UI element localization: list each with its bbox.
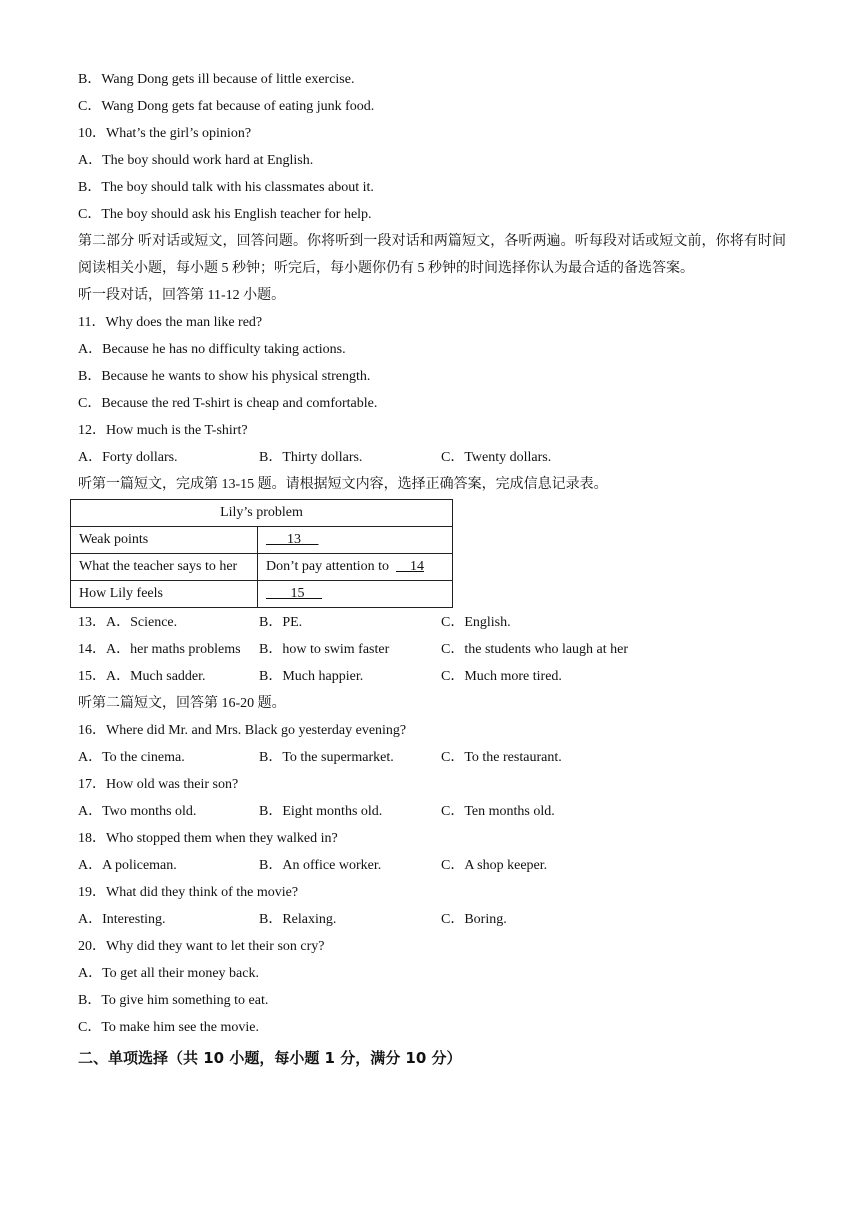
q9-option-b: B．Wang Dong gets ill because of little exercise. bbox=[78, 72, 355, 87]
q20-option-a: A．To get all their money back. bbox=[78, 966, 259, 981]
q16-option-a: A．To the cinema. bbox=[78, 750, 185, 765]
q10-option-c: C．The boy should ask his English teacher for help. bbox=[78, 207, 372, 222]
table-row bbox=[71, 527, 453, 554]
q9-option-c: C．Wang Dong gets fat because of eating junk food. bbox=[78, 99, 375, 114]
q20-option-b: B．To give him something to eat. bbox=[78, 993, 269, 1008]
dialogue-intro: 听一段对话，回答第 11-12 小题。 bbox=[78, 288, 286, 303]
q13-option-c: C．English. bbox=[441, 615, 511, 630]
q15-option-a: 15．A．Much sadder. bbox=[78, 669, 206, 684]
q12-option-c: C．Twenty dollars. bbox=[441, 450, 552, 465]
q11-option-c: C．Because the red T-shirt is cheap and comfortable. bbox=[78, 396, 378, 411]
table-value bbox=[258, 527, 453, 554]
q11-option-b: B．Because he wants to show his physical strength. bbox=[78, 369, 371, 384]
q11-question: 11．Why does the man like red? bbox=[78, 315, 263, 330]
q13-option-a: 13．A．Science. bbox=[78, 615, 178, 630]
q11-option-a: A．Because he has no difficulty taking actions. bbox=[78, 342, 346, 357]
q12-option-a: A．Forty dollars. bbox=[78, 450, 178, 465]
q13-options bbox=[78, 609, 790, 636]
q18-option-b: B．An office worker. bbox=[259, 858, 382, 873]
q18-question: 18．Who stopped them when they walked in? bbox=[78, 831, 338, 846]
q17-option-a: A．Two months old. bbox=[78, 804, 197, 819]
q19-option-a: A．Interesting. bbox=[78, 912, 166, 927]
q16-option-c: C．To the restaurant. bbox=[441, 750, 562, 765]
q12-question: 12．How much is the T-shirt? bbox=[78, 423, 248, 438]
table-value bbox=[258, 581, 453, 608]
passage1-intro: 听第一篇短文，完成第 13-15 题。请根据短文内容，选择正确答案，完成信息记录表。 bbox=[78, 477, 608, 492]
q16-option-b: B．To the supermarket. bbox=[259, 750, 394, 765]
q17-option-b: B．Eight months old. bbox=[259, 804, 383, 819]
q17-option-c: C．Ten months old. bbox=[441, 804, 555, 819]
q19-option-b: B．Relaxing. bbox=[259, 912, 337, 927]
blank-13: 13 bbox=[287, 532, 301, 547]
table-label: Weak points bbox=[71, 527, 258, 554]
q16-question: 16．Where did Mr. and Mrs. Black go yesterday evening? bbox=[78, 723, 407, 738]
q19-options bbox=[78, 906, 790, 933]
q18-option-a: A．A policeman. bbox=[78, 858, 177, 873]
blank-15: 15 bbox=[290, 586, 305, 601]
table-row bbox=[71, 581, 453, 608]
part2-instructions: 第二部分 听对话或短文，回答问题。你将听到一段对话和两篇短文，各听两遍。听每段对话或短文前，你将有时间阅读相关小题，每小题 5 秒钟；听完后，每小题你仍有 5 秒钟的时间选择你认为最合适的备选答案。 bbox=[78, 234, 786, 276]
q14-options bbox=[78, 636, 790, 663]
table-label: What the teacher says to her bbox=[71, 554, 258, 581]
q15-option-b: B．Much happier. bbox=[259, 669, 364, 684]
q12-option-b: B．Thirty dollars. bbox=[259, 450, 363, 465]
section2-heading: 二、单项选择（共 10 小题，每小题 1 分，满分 10 分） bbox=[78, 1049, 462, 1067]
q18-option-c: C．A shop keeper. bbox=[441, 858, 548, 873]
q17-options bbox=[78, 798, 790, 825]
q10-option-b: B．The boy should talk with his classmates about it. bbox=[78, 180, 374, 195]
exam-page bbox=[78, 66, 790, 1073]
table-row bbox=[71, 554, 453, 581]
q20-question: 20．Why did they want to let their son cry? bbox=[78, 939, 325, 954]
q12-options bbox=[78, 444, 790, 471]
q18-options bbox=[78, 852, 790, 879]
q10-option-a: A．The boy should work hard at English. bbox=[78, 153, 314, 168]
info-record-table bbox=[70, 499, 453, 608]
table-title: Lily’s problem bbox=[71, 500, 453, 527]
q10-question: 10．What’s the girl’s opinion? bbox=[78, 126, 252, 141]
q14-option-c: C．the students who laugh at her bbox=[441, 642, 629, 657]
q14-option-b: B．how to swim faster bbox=[259, 642, 390, 657]
table-label: How Lily feels bbox=[71, 581, 258, 608]
q20-option-c: C．To make him see the movie. bbox=[78, 1020, 259, 1035]
q17-question: 17．How old was their son? bbox=[78, 777, 239, 792]
q19-question: 19．What did they think of the movie? bbox=[78, 885, 299, 900]
q14-option-a: 14．A．her maths problems bbox=[78, 642, 241, 657]
table-value: Don’t pay attention to 14 bbox=[258, 554, 453, 581]
blank-14: 14 bbox=[410, 559, 424, 574]
q13-option-b: B．PE. bbox=[259, 615, 303, 630]
q19-option-c: C．Boring. bbox=[441, 912, 507, 927]
q15-option-c: C．Much more tired. bbox=[441, 669, 562, 684]
q15-options bbox=[78, 663, 790, 690]
passage2-intro: 听第二篇短文，回答第 16-20 题。 bbox=[78, 696, 286, 711]
q16-options bbox=[78, 744, 790, 771]
